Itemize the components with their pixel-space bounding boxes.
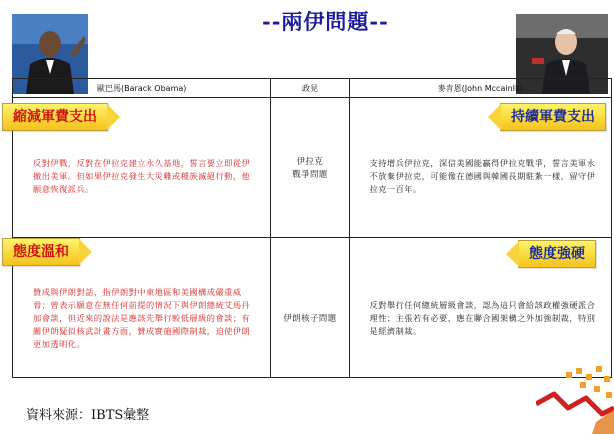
header-mccain: 麥肯恩(John MccainIII)	[349, 79, 611, 98]
tag-hardline-attitude: 態度強硬	[518, 240, 596, 268]
header-policy: 政見	[271, 79, 349, 98]
issue-iran-label: 伊朗核子問題	[283, 313, 337, 323]
mccain-iraq-text: 支持增兵伊拉克，深信美國能贏得伊拉克戰爭，誓言美軍永不放棄伊拉克，可能像在德國與韓國長期駐紮一樣，留守伊拉克一百年。	[369, 158, 596, 194]
tag-moderate-attitude: 態度溫和	[2, 238, 80, 266]
obama-iraq-text: 反對伊戰，反對在伊拉克建立永久基地，誓言要立即從伊撤出美軍。但如果伊拉克發生大災難或種族滅絕行動，他願意恢復派兵。	[33, 158, 251, 194]
source-note: 資料來源：IBTS彙整	[26, 408, 150, 423]
tag-continue-military-spending: 持續軍費支出	[500, 103, 606, 131]
page-title: --兩伊問題--	[262, 9, 389, 34]
mccain-iran-text: 反對舉行任何總統層級會談，認為這只會給該政權強硬派合理性；主張若有必要，應在聯合國架構之外加強制裁，特別是經濟制裁。	[369, 300, 596, 336]
tag-reduce-military-spending: 縮減軍費支出	[2, 103, 108, 131]
issue-iraq-label: 伊拉克 戰爭問題	[292, 155, 328, 179]
issue-iraq-cell	[271, 98, 349, 238]
issue-iran-cell	[271, 238, 349, 378]
header-obama: 歐巴馬(Barack Obama)	[13, 79, 271, 98]
corner-decoration	[536, 364, 614, 434]
obama-iran-text: 贊成與伊朗對話，指伊朗對中東地區和美國構成嚴重威脅；曾表示願意在無任何前提的情況下與伊朗總統艾馬丹加會談，但近來的說法是應該先舉行較低層級的會談；有關伊朗疑似核武計畫方面，贊成實施國際制裁，迫使伊朗更加透明化。	[33, 287, 251, 349]
